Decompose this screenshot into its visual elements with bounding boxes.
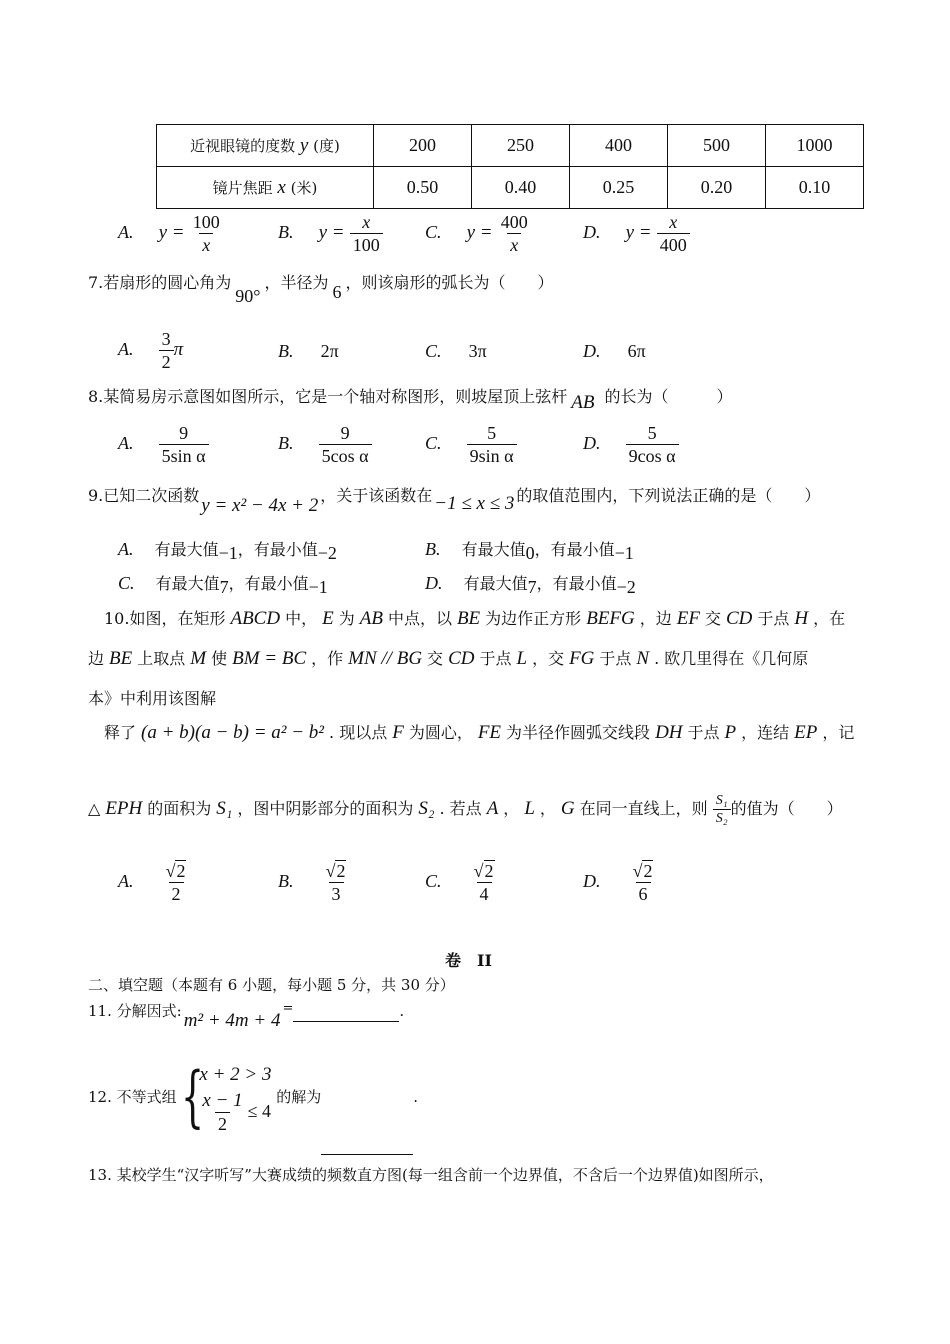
text-run: . 欧几里得在《几何原 (654, 649, 809, 668)
row2-cell: 0.40 (472, 167, 570, 209)
text-run: ，交 (532, 649, 565, 668)
math-var: F (392, 722, 404, 743)
q8-option-d[interactable]: D. $\frac{5}{\text{9cos α}}$ (583, 422, 679, 467)
q9-stem: 9.已知二次函数 y = x² − 4x + 2 ，关于该函数在 −1 ≤ x ≤ 3 的取值范围内，下列说法正确的是（ ） (88, 486, 821, 516)
row2-cell: 0.20 (668, 167, 766, 209)
math-var: E (322, 608, 334, 629)
math-var: H (794, 608, 809, 629)
row2-cell: 0.25 (570, 167, 668, 209)
q11: 11. 分解因式: m² + 4m + 4= . (88, 1001, 405, 1031)
q10-option-b[interactable]: B. $\frac{√2}{3}$ (278, 860, 349, 905)
q8-stem: 8.某简易房示意图如图所示，它是一个轴对称图形，则坡屋顶上弦杆 AB 的长为（ ） (88, 387, 733, 413)
text-run: 为圆心， (408, 723, 473, 742)
text-run: ，边 (639, 609, 672, 628)
text-run: 中点，以 (387, 609, 452, 628)
math-var: S₂ (418, 798, 435, 819)
math-var: A (486, 798, 499, 819)
data-table (156, 124, 864, 209)
fraction: $\frac{x}{100}$ (350, 211, 383, 256)
math-var: FE (477, 722, 502, 743)
math-var: L (516, 648, 528, 669)
q9-option-c[interactable]: C. 有最大值7，有最小值−1 (118, 573, 328, 597)
q7-option-d[interactable]: D. 6π (583, 341, 646, 361)
q9-option-b[interactable]: B. 有最大值0，有最小值−1 (425, 539, 634, 563)
section-title: 卷 II (445, 951, 492, 970)
row1-cell: 400 (570, 125, 668, 167)
q10-option-c[interactable]: C. $\frac{√2}{4}$ (425, 860, 498, 905)
text-run: ，作 (311, 649, 344, 668)
q8-option-b[interactable]: B. $\frac{9}{\text{5cos α}}$ (278, 422, 372, 467)
text-run: . 若点 (439, 799, 482, 818)
math-var: BE (109, 648, 133, 669)
text-run: ，连结 (741, 723, 790, 742)
q9-option-d[interactable]: D. 有最大值7，有最小值−2 (425, 573, 636, 597)
row1-cell: 200 (374, 125, 472, 167)
math-var: L (524, 798, 535, 819)
text-run: ，记 (822, 723, 855, 742)
math-var: ABCD (230, 608, 281, 629)
q7-stem: 7.若扇形的圆心角为90°，半径为 6 ，则该扇形的弧长为（ ） (88, 273, 554, 306)
q8-option-c[interactable]: C. $\frac{5}{\text{9sin α}}$ (425, 422, 517, 467)
q6-option-b[interactable]: B. y = $\frac{x}{100}$ (278, 211, 383, 256)
q10-line-3: 本》中利用该图解 (88, 689, 217, 708)
text-run: 于点 (599, 649, 632, 668)
q6-option-a[interactable]: A. y = $\frac{100}{x}$ (118, 211, 223, 256)
fraction: $\frac{5}{\text{9sin α}}$ (467, 422, 517, 467)
fraction: $\frac{√2}{4}$ (473, 861, 494, 904)
fraction: $\frac{5}{\text{9cos α}}$ (626, 422, 679, 467)
row1-label: 近视眼镜的度数 y (度) (157, 125, 374, 167)
q7-option-b[interactable]: B. 2π (278, 341, 339, 361)
q13-stem: 13. 某校学生“汉字听写”大赛成绩的频数直方图(每一组含前一个边界值，不含后一个边界值)如图所示， (88, 1166, 774, 1184)
row1-cell: 1000 (766, 125, 864, 167)
q10-line-4 (104, 720, 854, 744)
text-run: 交 (704, 609, 721, 628)
text-run: 中， (285, 609, 318, 628)
text-run: ，图中阴影部分的面积为 (237, 799, 414, 818)
math-var: BE (456, 608, 481, 629)
math-var: CD (448, 648, 475, 669)
fraction: $\frac{√2}{2}$ (165, 861, 186, 904)
q6-option-c[interactable]: C. y = $\frac{400}{x}$ (425, 211, 531, 256)
text-run: 为边作正方形 (485, 609, 582, 628)
math-var: FG (569, 648, 595, 669)
math-var: EF (676, 608, 700, 629)
math-var: MN // BG (348, 648, 423, 669)
row1-cell: 250 (472, 125, 570, 167)
text-run: 上取点 (137, 649, 186, 668)
text-run: 于点 (687, 723, 720, 742)
math-var: AB (359, 608, 383, 629)
fraction: $\frac{9}{\text{5cos α}}$ (319, 422, 372, 467)
text-run: △ (88, 799, 101, 818)
text-run: 使 (211, 649, 228, 668)
math-var: M (190, 648, 207, 669)
text-run: ，在 (813, 609, 846, 628)
row2-cell: 0.50 (374, 167, 472, 209)
math-var: EPH (105, 798, 143, 819)
math-var: BM = BC (232, 648, 307, 669)
row1-cell: 500 (668, 125, 766, 167)
fraction: $\frac{100}{x}$ (192, 212, 220, 255)
q10-line-2 (88, 646, 808, 670)
row2-label: 镜片焦距 x (米) (157, 167, 374, 209)
math-var: S₁ (216, 798, 233, 819)
text-run: 边 (88, 649, 105, 668)
q10-line-1 (104, 606, 845, 630)
fraction: $\frac{3}{2}$ (159, 328, 174, 373)
text-run: 在同一直线上，则 (579, 799, 708, 818)
text-run: 如图，在矩形 (129, 609, 226, 628)
text-run: 交 (427, 649, 444, 668)
q12: 12. 不等式组 { x + 2 > 3 $\frac{x - 1}{2}$ ≤ 4 的解为 . (88, 1064, 418, 1144)
q9-option-a[interactable]: A. 有最大值−1，有最小值−2 (118, 539, 337, 563)
text-run: 于点 (757, 609, 790, 628)
math-var: CD (725, 608, 753, 629)
q10-line-5: △ EPH 的面积为 S₁ ，图中阴影部分的面积为 S₂ . 若点 A ， L ， G 在同一直线上，则 $\frac{\text{S₁}}{\text{S₂}}$ 的值为（ ） (88, 793, 843, 826)
section-heading: 二、填空题（本题有 6 小题，每小题 5 分，共 30 分） (88, 976, 455, 994)
fraction: $\frac{400}{x}$ (500, 212, 528, 255)
text-run: 为半径作圆弧交线段 (506, 723, 651, 742)
text-run: 的面积为 (147, 799, 212, 818)
q10-option-d[interactable]: D. $\frac{√2}{6}$ (583, 860, 656, 905)
math-var: G (560, 798, 575, 819)
text-run: ， (539, 799, 556, 818)
fraction: $\frac{√2}{6}$ (632, 861, 653, 904)
math-var: DH (655, 722, 683, 743)
q7-option-c[interactable]: C. 3π (425, 341, 487, 361)
fraction: $\frac{√2}{3}$ (325, 861, 346, 904)
text-run: 10. (104, 609, 130, 628)
text-run: ， (503, 799, 520, 818)
math-var: N (636, 648, 650, 669)
row2-cell: 0.10 (766, 167, 864, 209)
q10-option-a[interactable]: A. $\frac{√2}{2}$ (118, 860, 189, 905)
q7-option-a[interactable]: A. $\frac{3}{2}$ π (118, 329, 184, 372)
math-var: P (724, 722, 737, 743)
math-var: EP (794, 722, 818, 743)
text-run: 释了 (104, 723, 137, 742)
math-var: BEFG (586, 608, 635, 629)
q6-option-d[interactable]: D. y = $\frac{x}{400}$ (583, 211, 690, 256)
fraction: $\frac{x - 1}{2}$ (202, 1090, 243, 1134)
text-run: . 现以点 (329, 723, 388, 742)
fraction: $\frac{x}{400}$ (657, 211, 690, 256)
ratio-fraction: $\frac{\text{S₁}}{\text{S₂}}$ (713, 792, 731, 827)
q8-option-a[interactable]: A. $\frac{9}{\text{5sin α}}$ (118, 422, 209, 467)
fraction: $\frac{9}{\text{5sin α}}$ (159, 422, 209, 467)
inequality-system: { x + 2 > 3 $\frac{x - 1}{2}$ ≤ 4 (181, 1058, 272, 1135)
q11-answer-blank[interactable] (293, 1005, 399, 1022)
q12-answer-blank[interactable] (321, 1138, 413, 1155)
text-run: 于点 (479, 649, 512, 668)
math-var: (a + b)(a − b) = a² − b² (141, 722, 325, 743)
text-run: 为 (338, 609, 355, 628)
